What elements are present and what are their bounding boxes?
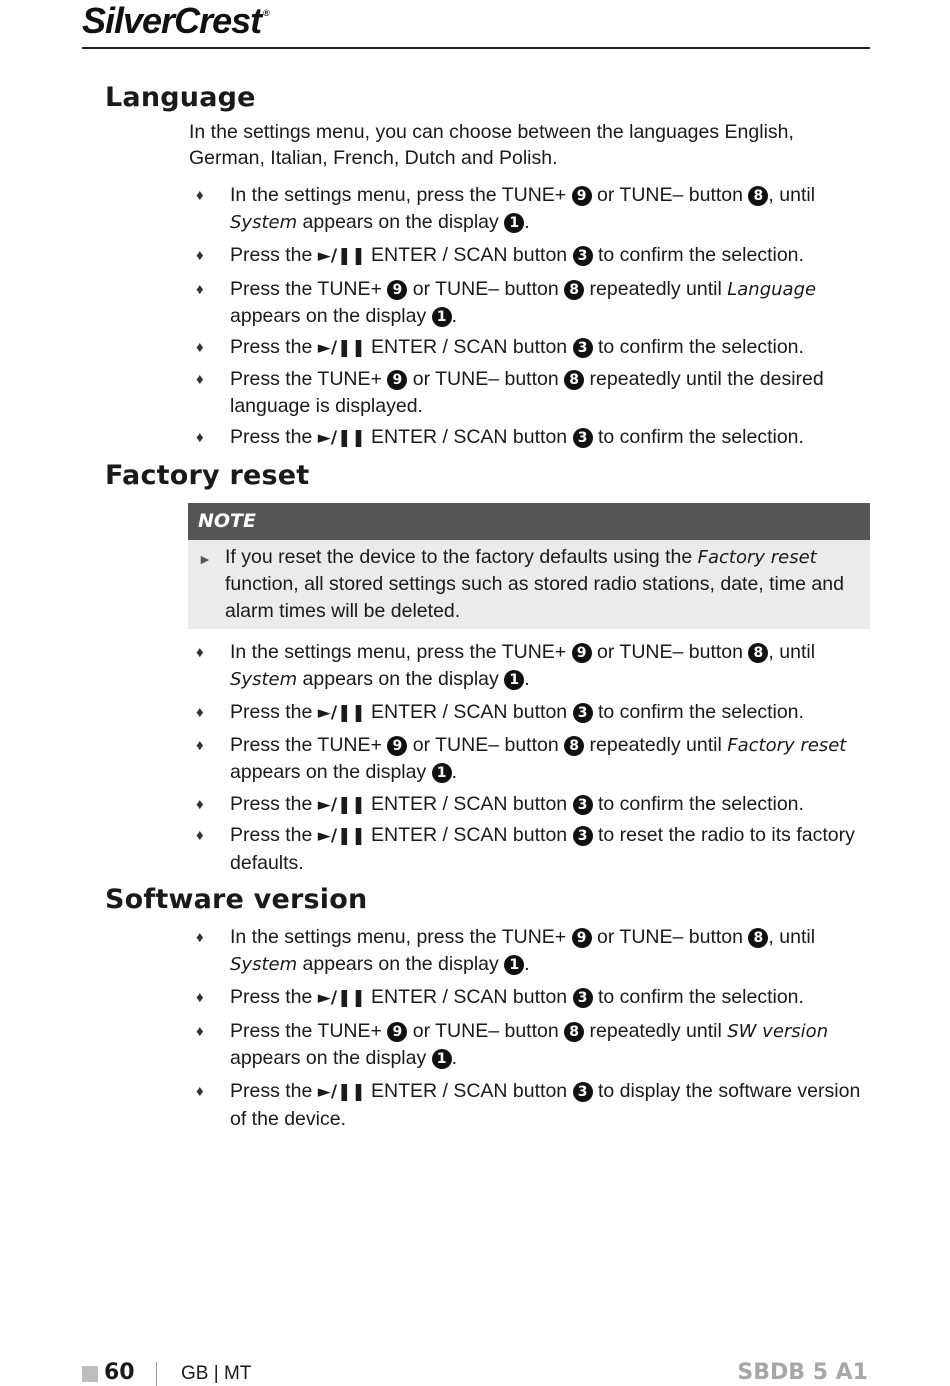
- display-number-badge: 1: [504, 213, 524, 233]
- button-number-badge: 3: [573, 703, 593, 723]
- play-pause-icon: ►/❚❚: [317, 428, 366, 448]
- footer-divider: [156, 1362, 157, 1386]
- button-number-badge: 3: [573, 826, 593, 846]
- button-number-badge: 8: [748, 186, 768, 206]
- diamond-bullet-icon: ♦: [196, 247, 204, 264]
- button-number-badge: 9: [572, 928, 592, 948]
- brand-logo: [82, 0, 269, 42]
- play-pause-icon: ►/❚❚: [317, 1082, 366, 1102]
- diamond-bullet-icon: ♦: [196, 827, 204, 844]
- list-item: ♦ In the settings menu, press the TUNE+ 9 or TUNE– button 8 , until System appears on the display 1 .: [196, 184, 816, 233]
- model-number: SBDB 5 A1: [737, 1360, 868, 1385]
- list-item: ♦ Press the TUNE+ 9 or TUNE– button 8 repeatedly until SW version appears on the display 1 .: [196, 1020, 829, 1069]
- section-title-language: Language: [105, 82, 256, 113]
- diamond-bullet-icon: ♦: [196, 737, 204, 754]
- button-number-badge: 8: [564, 370, 584, 390]
- button-number-badge: 9: [387, 1022, 407, 1042]
- header-divider: [82, 47, 870, 49]
- diamond-bullet-icon: ♦: [196, 1023, 204, 1040]
- button-number-badge: 8: [564, 280, 584, 300]
- section-title-factory-reset: Factory reset: [105, 460, 310, 491]
- play-pause-icon: ►/❚❚: [317, 338, 366, 358]
- display-number-badge: 1: [504, 670, 524, 690]
- button-number-badge: 9: [387, 280, 407, 300]
- menu-item-name: System: [230, 954, 298, 975]
- button-number-badge: 3: [573, 988, 593, 1008]
- footer-square-icon: [82, 1366, 98, 1382]
- list-item: ♦ Press the ►/❚❚ ENTER / SCAN button 3 to reset the radio to its factory defaults.: [196, 824, 855, 874]
- note-text: If you reset the device to the factory defaults using the Factory reset function, all stored settings such as stored radio stations, date, time and alarm times will be deleted.: [225, 546, 844, 622]
- list-item: ♦ Press the ►/❚❚ ENTER / SCAN button 3 to confirm the selection.: [196, 334, 876, 394]
- diamond-bullet-icon: ♦: [196, 644, 204, 661]
- diamond-bullet-icon: ♦: [196, 704, 204, 721]
- button-number-badge: 8: [564, 1022, 584, 1042]
- button-number-badge: 9: [572, 186, 592, 206]
- button-number-badge: 3: [573, 795, 593, 815]
- registered-mark: ®: [263, 8, 269, 18]
- display-number-badge: 1: [432, 1049, 452, 1069]
- list-item: ♦ Press the ►/❚❚ ENTER / SCAN button 3 to confirm the selection.: [196, 424, 876, 484]
- button-number-badge: 8: [748, 643, 768, 663]
- play-pause-icon: ►/❚❚: [317, 246, 366, 266]
- menu-item-name: Language: [727, 279, 817, 300]
- footer-languages: GB | MT: [181, 1363, 252, 1384]
- diamond-bullet-icon: ♦: [196, 371, 204, 388]
- button-number-badge: 3: [573, 246, 593, 266]
- button-number-badge: 8: [748, 928, 768, 948]
- menu-item-name: System: [230, 212, 298, 233]
- button-number-badge: 3: [573, 338, 593, 358]
- list-item: ♦ Press the ►/❚❚ ENTER / SCAN button 3 to confirm the selection.: [196, 699, 876, 759]
- diamond-bullet-icon: ♦: [196, 929, 204, 946]
- diamond-bullet-icon: ♦: [196, 339, 204, 356]
- display-number-badge: 1: [432, 763, 452, 783]
- diamond-bullet-icon: ♦: [196, 989, 204, 1006]
- diamond-bullet-icon: ♦: [196, 429, 204, 446]
- button-number-badge: 9: [572, 643, 592, 663]
- list-item: ♦ Press the ►/❚❚ ENTER / SCAN button 3 to confirm the selection.: [196, 242, 876, 302]
- note-header: [188, 503, 870, 540]
- diamond-bullet-icon: ♦: [196, 1083, 204, 1100]
- note-box: [188, 540, 870, 629]
- menu-item-name: Factory reset: [697, 547, 817, 568]
- note-label: NOTE: [198, 510, 256, 532]
- page-number: 60: [104, 1360, 135, 1385]
- button-number-badge: 9: [387, 736, 407, 756]
- list-item: ♦ Press the ►/❚❚ ENTER / SCAN button 3 to display the software version of the device.: [196, 1080, 861, 1130]
- language-intro: In the settings menu, you can choose between the languages English, German, Italian, French, Dutch and Polish.: [189, 121, 794, 169]
- play-pause-icon: ►/❚❚: [317, 988, 366, 1008]
- button-number-badge: 3: [573, 428, 593, 448]
- play-pause-icon: ►/❚❚: [317, 703, 366, 723]
- list-item: ♦ Press the TUNE+ 9 or TUNE– button 8 repeatedly until the desired language is displayed.: [196, 368, 824, 417]
- menu-item-name: System: [230, 669, 298, 690]
- list-item: ♦ Press the TUNE+ 9 or TUNE– button 8 repeatedly until Language appears on the display 1 .: [196, 278, 817, 327]
- list-item: ♦ Press the ►/❚❚ ENTER / SCAN button 3 to confirm the selection.: [196, 791, 876, 851]
- list-item: ♦ In the settings menu, press the TUNE+ 9 or TUNE– button 8 , until System appears on the display 1 .: [196, 641, 816, 690]
- button-number-badge: 9: [387, 370, 407, 390]
- play-pause-icon: ►/❚❚: [317, 795, 366, 815]
- play-pause-icon: ►/❚❚: [317, 826, 366, 846]
- display-number-badge: 1: [504, 955, 524, 975]
- list-item: ♦ Press the TUNE+ 9 or TUNE– button 8 repeatedly until Factory reset appears on the display 1 .: [196, 734, 847, 783]
- arrow-bullet-icon: ►: [198, 551, 212, 567]
- list-item: ♦ In the settings menu, press the TUNE+ 9 or TUNE– button 8 , until System appears on the display 1 .: [196, 926, 816, 975]
- section-title-software-version: Software version: [105, 884, 368, 915]
- brand-name: SilverCrest: [82, 0, 262, 41]
- button-number-badge: 8: [564, 736, 584, 756]
- menu-item-name: Factory reset: [727, 735, 847, 756]
- diamond-bullet-icon: ♦: [196, 281, 204, 298]
- diamond-bullet-icon: ♦: [196, 187, 204, 204]
- menu-item-name: SW version: [727, 1021, 829, 1042]
- button-number-badge: 3: [573, 1082, 593, 1102]
- display-number-badge: 1: [432, 307, 452, 327]
- list-item: ♦ Press the ►/❚❚ ENTER / SCAN button 3 to confirm the selection.: [196, 984, 876, 1044]
- diamond-bullet-icon: ♦: [196, 796, 204, 813]
